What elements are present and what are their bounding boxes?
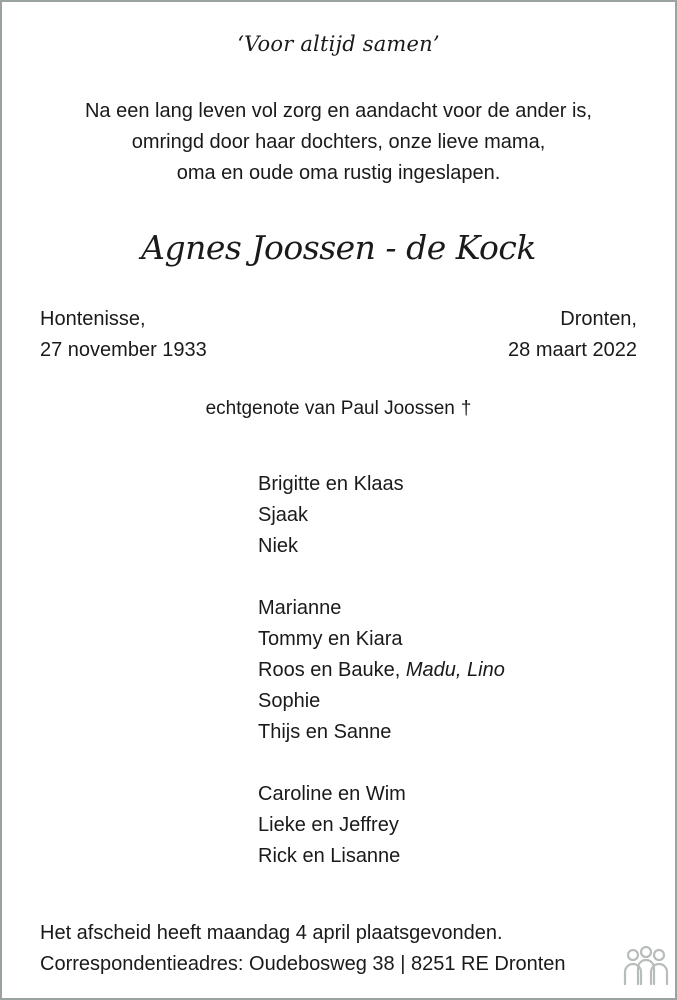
death-info xyxy=(508,304,637,366)
cross-icon: † xyxy=(460,398,472,419)
farewell-text: Het afscheid heeft maandag 4 april plaatsgevonden. xyxy=(40,922,503,944)
family-member-names: Caroline en Wim xyxy=(258,783,406,805)
family-member-line xyxy=(258,531,505,562)
intro-line: omringd door haar dochters, onze lieve mama, xyxy=(131,131,546,153)
family-member-names: Thijs en Sanne xyxy=(258,721,392,743)
family-member-names: Niek xyxy=(258,535,299,557)
correspondence-address: Correspondentieadres: Oudebosweg 38 | 8251 RE Dronten xyxy=(40,953,566,975)
family-member-names: Lieke en Jeffrey xyxy=(258,814,399,836)
family-member-line xyxy=(258,593,505,624)
spouse-text: echtgenote van Paul Joossen xyxy=(205,398,455,419)
spouse-line xyxy=(2,398,675,420)
family-member-line xyxy=(258,655,505,686)
death-date: 28 maart 2022 xyxy=(508,339,637,361)
family-member-line xyxy=(258,779,505,810)
footer xyxy=(40,918,566,980)
family-member-names: Tommy en Kiara xyxy=(258,628,403,650)
deceased-name: Agnes Joossen - de Kock xyxy=(141,228,536,267)
family-member-line xyxy=(258,717,505,748)
family-member-line xyxy=(258,500,505,531)
family-group xyxy=(258,593,505,748)
family-member-names: Brigitte en Klaas xyxy=(258,473,404,495)
family-member-names: Rick en Lisanne xyxy=(258,845,401,867)
family-group-icon xyxy=(622,946,670,986)
family-member-names: Roos en Bauke, xyxy=(258,659,406,681)
intro-line: Na een lang leven vol zorg en aandacht voor de ander is, xyxy=(84,100,592,122)
intro-text xyxy=(2,96,675,189)
motto: ‘Voor altijd samen’ xyxy=(237,32,440,56)
death-place: Dronten, xyxy=(560,308,637,330)
birth-info xyxy=(40,304,207,366)
family-list xyxy=(258,469,505,872)
intro-line: oma en oude oma rustig ingeslapen. xyxy=(176,162,501,184)
family-member-line xyxy=(258,810,505,841)
birth-date: 27 november 1933 xyxy=(40,339,207,361)
birth-place: Hontenisse, xyxy=(40,308,146,330)
family-group xyxy=(258,469,505,562)
family-member-line xyxy=(258,469,505,500)
family-member-names: Marianne xyxy=(258,597,342,619)
family-member-line xyxy=(258,624,505,655)
family-member-line xyxy=(258,841,505,872)
family-member-names: Sjaak xyxy=(258,504,309,526)
family-group xyxy=(258,779,505,872)
family-member-names: Sophie xyxy=(258,690,321,712)
family-member-line xyxy=(258,686,505,717)
grandchildren-names: Madu, Lino xyxy=(405,659,505,681)
